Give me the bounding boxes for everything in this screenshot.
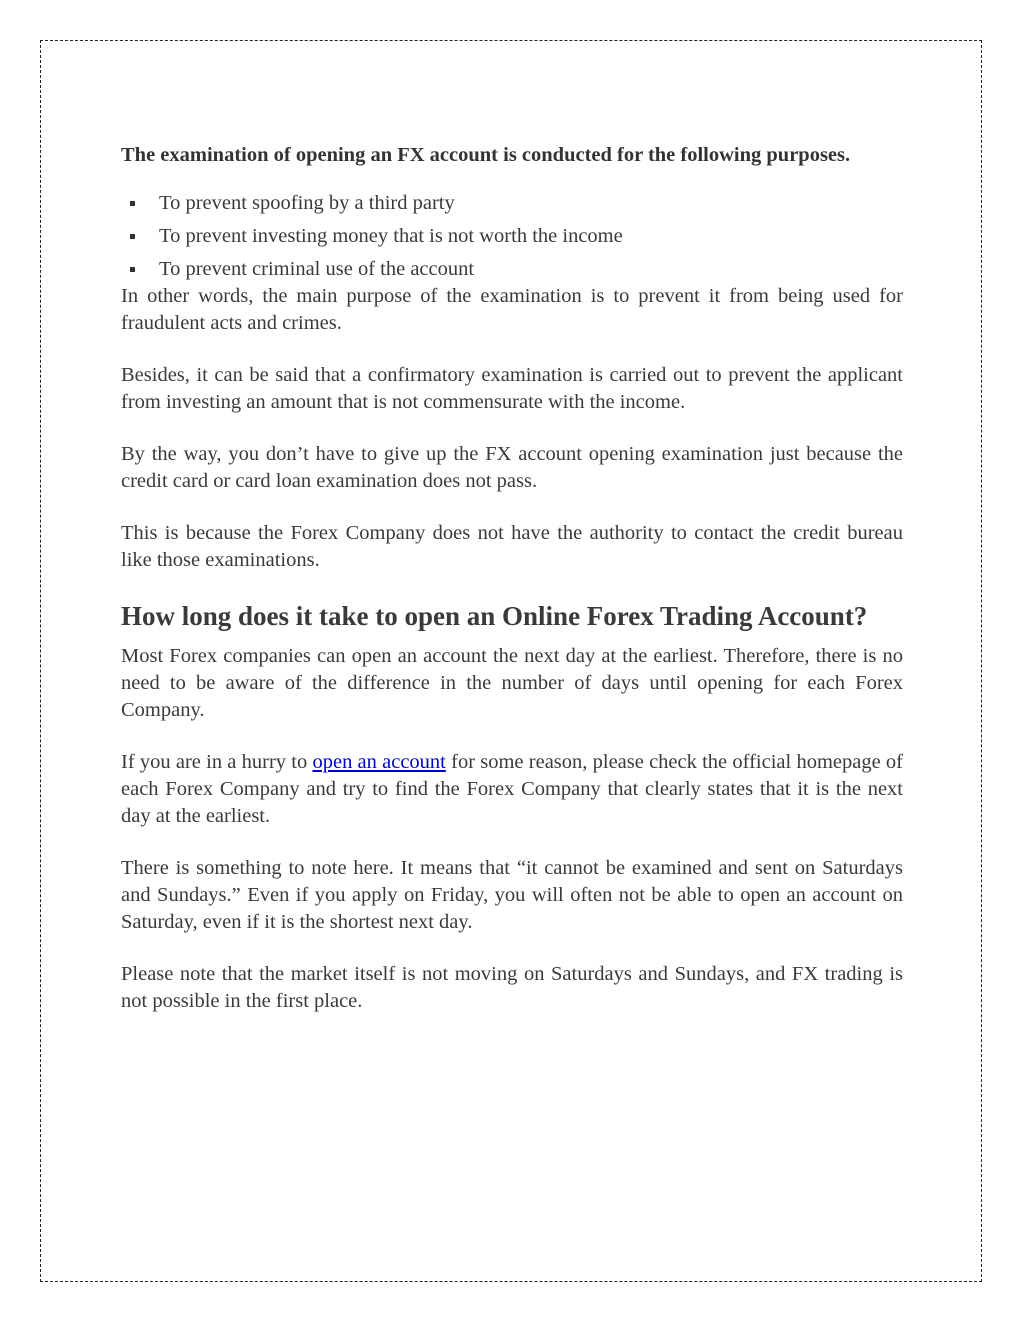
purpose-list [121, 190, 903, 289]
paragraph: Most Forex companies can open an account the next day at the earliest. Therefore, there is no need to be aware of the difference in the number of days until opening for each Forex Company. [121, 645, 903, 721]
square-bullet-icon [130, 267, 135, 272]
paragraph: By the way, you don’t have to give up the FX account opening examination just because the credit card or card loan examination does not pass. [121, 443, 903, 492]
list-item [121, 256, 903, 289]
list-item-text: To prevent investing money that is not worth the income [159, 225, 623, 247]
paragraph: This is because the Forex Company does not have the authority to contact the credit bureau like those examinations. [121, 522, 903, 571]
link-paragraph [121, 749, 903, 830]
link-paragraph-after: for some reason, please check the official homepage of each Forex Company and try to find the Forex Company that clearly states that it is the next day at the earliest. [121, 751, 903, 827]
list-item [121, 190, 903, 223]
list-item-text: To prevent spoofing by a third party [159, 192, 455, 214]
paragraph: In other words, the main purpose of the examination is to prevent it from being used for fraudulent acts and crimes. [121, 285, 903, 334]
section-heading: How long does it take to open an Online Forex Trading Account? [121, 601, 868, 631]
lead-paragraph: The examination of opening an FX account is conducted for the following purposes. [121, 144, 851, 166]
list-item-text: To prevent criminal use of the account [159, 258, 475, 280]
open-account-link[interactable]: open an account [312, 751, 446, 773]
document-body [121, 142, 903, 1040]
link-paragraph-before: If you are in a hurry to [121, 751, 313, 773]
square-bullet-icon [130, 201, 135, 206]
paragraph: Please note that the market itself is not moving on Saturdays and Sundays, and FX trading is not possible in the first place. [121, 963, 903, 1012]
list-item [121, 223, 903, 256]
paragraph: There is something to note here. It means that “it cannot be examined and sent on Saturdays and Sundays.” Even if you apply on Friday, you will often not be able to open an account on Saturday, even if it is the shortest next day. [121, 857, 903, 933]
paragraph: Besides, it can be said that a confirmatory examination is carried out to prevent the applicant from investing an amount that is not commensurate with the income. [121, 364, 903, 413]
square-bullet-icon [130, 234, 135, 239]
